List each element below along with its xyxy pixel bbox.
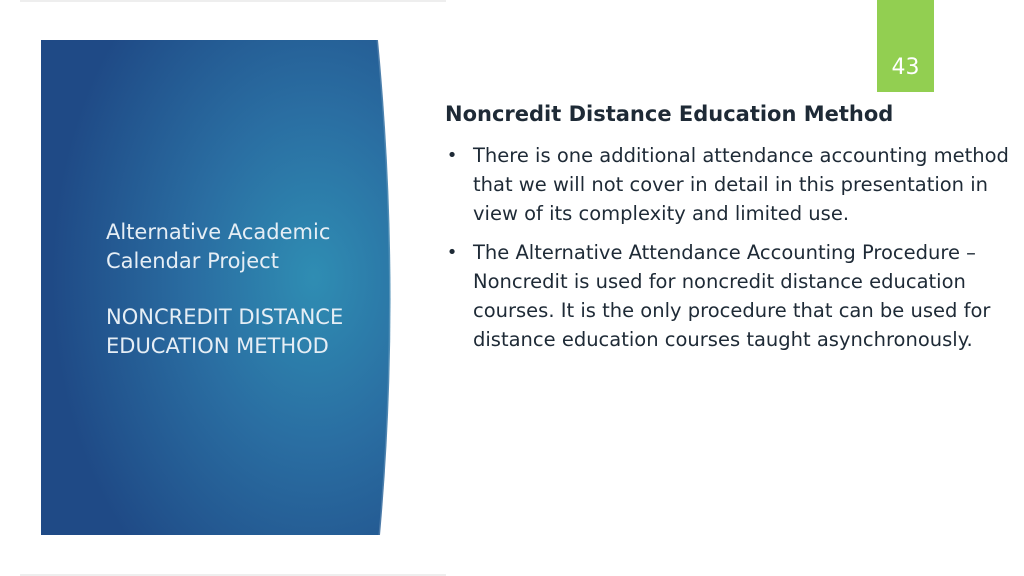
bullet-marker: • [446,145,458,166]
page-number-tab [877,0,934,92]
bullet-marker: • [446,242,458,263]
sidebar-text [106,218,386,361]
page-number: 43 [891,55,920,80]
sidebar-title: Alternative Academic Calendar Project [106,220,331,273]
bullet-text: The Alternative Attendance Accounting Procedure – Noncredit is used for noncredit distance education courses. It is the only procedure that can be used for distance education courses taught asynchronously. [473,241,991,351]
bullet-item [445,141,1017,228]
sidebar-subtitle: NONCREDIT DISTANCE EDUCATION METHOD [106,305,344,358]
bullet-text: There is one additional attendance accounting method that we will not cover in detail in this presentation in view of its complexity and limited use. [473,144,1009,225]
bullet-item [445,238,1017,354]
bullet-list [445,141,1017,364]
slide-heading: Noncredit Distance Education Method [445,102,894,126]
